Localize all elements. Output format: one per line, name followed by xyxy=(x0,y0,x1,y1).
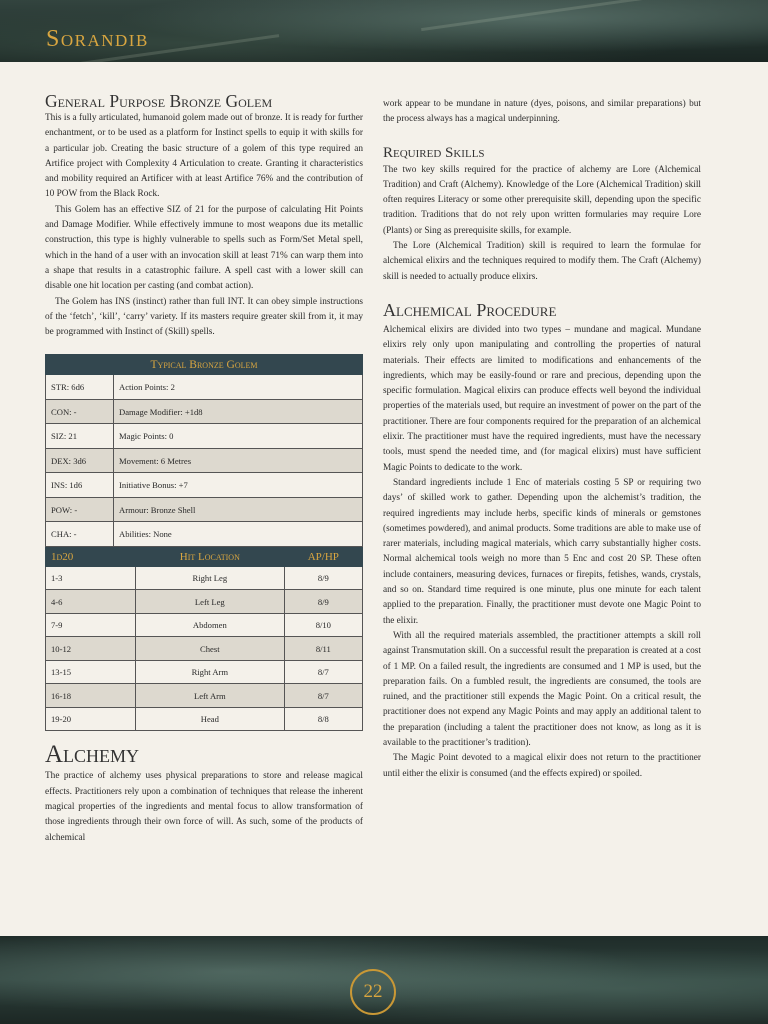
hit-cell: 13-15 xyxy=(46,660,136,684)
alchemy-heading: Alchemy xyxy=(45,741,140,769)
hit-cell: Left Arm xyxy=(136,684,285,708)
hit-row xyxy=(46,660,363,684)
hit-header-roll: 1d20 xyxy=(46,547,136,566)
stat-cell: CHA: - xyxy=(46,522,114,547)
procedure-paragraph: With all the required materials assembled, the practitioner attempts a skill roll against Transmutation skill. On a successful result the preparation is created at a cost of 1 MP. On a failed result, the ingredients are consumed and 1 MP is used, but the preparation fails. On a fumbled result, the ingredients are consumed, the tools are ruined, and the practitioner still expends the Magic Point. On a critical result, the practitioner does not expend any Magic Points and may apply an additional talent to the preparation (including a talent the practitioner does not know, as long as it is available to the practitioner’s tradition). xyxy=(383,630,701,748)
stat-cell: Initiative Bonus: +7 xyxy=(114,473,363,498)
hit-cell: 8/9 xyxy=(284,566,362,590)
hit-cell: 10-12 xyxy=(46,637,136,661)
hit-cell: 19-20 xyxy=(46,707,136,731)
hit-row xyxy=(46,637,363,661)
procedure-paragraph: The Magic Point devoted to a magical elixir does not return to the practitioner until either the elixir is consumed (and the effects expired) or spoiled. xyxy=(383,753,701,779)
hit-cell: 8/9 xyxy=(284,590,362,614)
alchemy-intro-continued: work appear to be mundane in nature (dyes, poisons, and similar preparations) but the process always has a magical underpinning. xyxy=(383,99,701,125)
stat-row xyxy=(46,375,363,400)
hit-cell: Right Leg xyxy=(136,566,285,590)
stat-cell: DEX: 3d6 xyxy=(46,448,114,473)
hit-cell: 8/11 xyxy=(284,637,362,661)
hit-row xyxy=(46,590,363,614)
footer-banner xyxy=(0,936,768,1024)
procedure-paragraph: Alchemical elixirs are divided into two types – mundane and magical. Mundane elixirs rely only upon manipulating and controlling the properties of natural materials. Their effects are limited to modifications and enhancements of the ingredients, which may be easily-found or rare and precious, depending upon the specific formulation. Magical elixirs can produce effects well beyond the individual properties of the materials used, but require an investment of power on the part of the practitioner. There are four components required for the preparation of an alchemical elixir. The practitioner must have the required ingredients, must have the necessary tools, must spend the needed time, and (for magical elixirs) must have sufficient Magic Points to dedicate to the work. xyxy=(383,324,701,473)
stat-cell: Damage Modifier: +1d8 xyxy=(114,399,363,424)
hit-cell: 4-6 xyxy=(46,590,136,614)
stat-row xyxy=(46,522,363,547)
procedure-paragraph: Standard ingredients include 1 Enc of materials costing 5 SP or requiring two days’ of skilled work to gather. Depending upon the alchemist’s tradition, the required ingredients may include herbs, specific kinds of minerals or gemstones (sometimes powdered), and animal products. Some traditions are able to make use of rarer materials, including magical materials, which carry substantially higher costs. Normal alchemical tools weigh no more than 5 Enc and cost 20 SP. These often include containers, measuring devices, furnaces or firepits, fetishes, wands, crystals, and so on. Standard time required is one minute, plus one minute for each talent applied to the preparation. Finally, the practitioner must devote one Magic Point to the elixir. xyxy=(383,477,701,626)
stat-cell: Armour: Bronze Shell xyxy=(114,497,363,522)
hit-cell: Head xyxy=(136,707,285,731)
hit-row xyxy=(46,566,363,590)
stat-cell: Movement: 6 Metres xyxy=(114,448,363,473)
stat-row xyxy=(46,497,363,522)
stat-cell: Magic Points: 0 xyxy=(114,424,363,449)
stat-cell: POW: - xyxy=(46,497,114,522)
hit-cell: 8/7 xyxy=(284,660,362,684)
hit-cell: 8/8 xyxy=(284,707,362,731)
left-column xyxy=(45,91,363,846)
golem-heading: General Purpose Bronze Golem xyxy=(45,91,273,111)
hit-cell: 8/10 xyxy=(284,613,362,637)
stat-cell: INS: 1d6 xyxy=(46,473,114,498)
stat-row xyxy=(46,473,363,498)
hit-cell: 8/7 xyxy=(284,684,362,708)
procedure-heading: Alchemical Procedure xyxy=(383,299,557,320)
hit-header-aphp: AP/HP xyxy=(284,547,362,566)
skills-paragraph: The Lore (Alchemical Tradition) skill is required to learn the formulae for alchemical elixirs and the techniques required to modify them. The Craft (Alchemy) skill is needed to actually produce elixirs. xyxy=(383,241,701,282)
hit-cell: Chest xyxy=(136,637,285,661)
bronze-golem-stat-table xyxy=(45,354,363,547)
header-banner xyxy=(0,0,768,62)
right-column xyxy=(383,97,701,782)
hit-cell: 1-3 xyxy=(46,566,136,590)
stat-cell: Action Points: 2 xyxy=(114,375,363,400)
hit-header-location: Hit Location xyxy=(136,547,285,566)
hit-cell: Left Leg xyxy=(136,590,285,614)
hit-cell: Abdomen xyxy=(136,613,285,637)
hit-cell: Right Arm xyxy=(136,660,285,684)
stat-cell: STR: 6d6 xyxy=(46,375,114,400)
stat-cell: CON: - xyxy=(46,399,114,424)
skills-paragraph: The two key skills required for the practice of alchemy are Lore (Alchemical Tradition) and Craft (Alchemy). Knowledge of the Lore (Alchemical Tradition) skill often requires Literacy or some other prerequisite skill, depending upon the specific tradition. Traditions that do not rely upon written formularies may require Lore (Plants) or Sing as prerequisite skills, for example. xyxy=(383,164,701,236)
stat-row xyxy=(46,424,363,449)
book-title: Sorandib xyxy=(46,26,149,52)
alchemy-intro: The practice of alchemy uses physical preparations to store and release magical effects. Practitioners rely upon a combination of techniques that release the inherent magical properties of the ingredients and mental focus to allow transformation of those ingredients through their own force of will. As such, some of the products of alchemical xyxy=(45,771,363,843)
required-skills-heading: Required Skills xyxy=(383,144,485,161)
hit-cell: 16-18 xyxy=(46,684,136,708)
stat-row xyxy=(46,448,363,473)
stat-cell: SIZ: 21 xyxy=(46,424,114,449)
hit-location-table xyxy=(45,547,363,732)
golem-paragraph: This Golem has an effective SIZ of 21 for the purpose of calculating Hit Points and Damage Modifier. While effectively immune to most weapons due its metallic construction, this type is highly vulnerable to spells such as Form/Set Metal spell, which in the hand of a user with an invocation skill at least 71% can warp them into a shape that results in a catastrophic failure. A spell cast with a lower skill can disable one hit location per casting (and combat action). xyxy=(45,204,363,292)
hit-row xyxy=(46,684,363,708)
golem-paragraph: The Golem has INS (instinct) rather than full INT. It can obey simple instructions of the ‘fetch’, ‘kill’, ‘carry’ variety. If its masters require greater skill from it, it may be programmed with Instinct of (Skill) spells. xyxy=(45,296,363,338)
golem-paragraph: This is a fully articulated, humanoid golem made out of bronze. It is ready for further enchantment, or to be used as a platform for Instinct spells to equip it with skills for a particular job. Creating the basic structure of a golem of this type required an Artifice project with Complexity 4 Articulation to create. Granting it characteristics and mobility required an Artificer with at least Artifice 76% and the contribution of 10 POW from the Black Rock. xyxy=(45,113,363,200)
hit-row xyxy=(46,613,363,637)
page-number: 22 xyxy=(350,969,396,1015)
stat-row xyxy=(46,399,363,424)
hit-row xyxy=(46,707,363,731)
stat-cell: Abilities: None xyxy=(114,522,363,547)
hit-cell: 7-9 xyxy=(46,613,136,637)
stat-table-title: Typical Bronze Golem xyxy=(46,355,363,375)
